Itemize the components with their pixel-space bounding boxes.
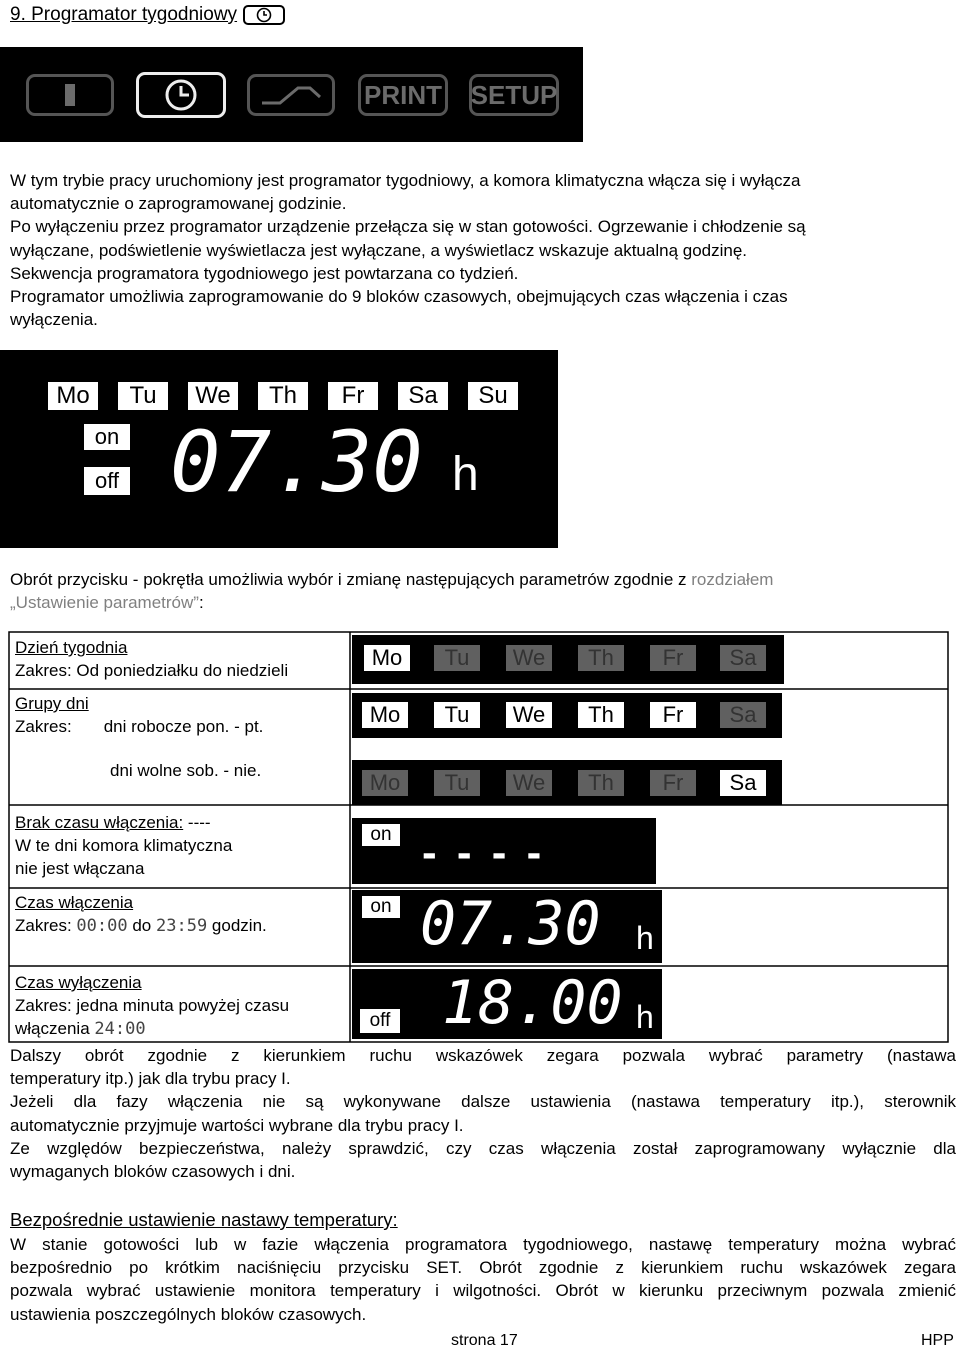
row-day-groups — [15, 692, 345, 782]
paragraph-line: Jeżeli dla fazy włączenia nie są wykonywane dalsze ustawienia (nastawa temperatury itp.), sterownik — [10, 1092, 956, 1112]
on-time-range-label: Zakres: — [15, 916, 72, 935]
day-fr: Fr — [328, 382, 378, 410]
day-th: Th — [578, 645, 624, 671]
day-th: Th — [578, 770, 624, 796]
day-mo: Mo — [362, 702, 408, 728]
on-label: on — [84, 424, 130, 450]
weekday-title: Dzień tygodnia — [15, 638, 128, 657]
off-time-desc: Zakres: jedna minuta powyżej czasu — [15, 996, 290, 1015]
off-time-digits: 18.00 — [442, 968, 623, 1038]
print-button[interactable]: PRINT — [358, 74, 448, 116]
day-we: We — [506, 645, 552, 671]
on-label: on — [362, 896, 400, 918]
dashes-digits: - - - - — [422, 828, 546, 877]
no-on-time-desc: W te dni komora klimatyczna — [15, 836, 233, 855]
paragraph-line: pozwala wybrać ustawienie monitora temperatury i wilgotności. Obrót w kierunku przeciwnym pozwala zmienić — [10, 1281, 956, 1301]
intro-line: W tym trybie pracy uruchomiony jest programator tygodniowy, a komora klimatyczna włącza się i wyłącza — [10, 171, 801, 190]
day-we: We — [506, 770, 552, 796]
intro-line: Po wyłączeniu przez programator urządzenie przełącza się w stan gotowości. Ogrzewanie i chłodzenie są — [10, 217, 806, 237]
day-we: We — [506, 702, 552, 728]
day-groups-label: Zakres: — [15, 717, 72, 736]
parameters-link[interactable]: rozdziałem — [691, 570, 774, 589]
day-tu: Tu — [118, 382, 168, 410]
paragraph-line: Ze względów bezpieczeństwa, należy sprawdzić, czy czas włączenia został zaprogramowany wyłącznie dla — [10, 1138, 956, 1158]
day-sa: Sa — [720, 770, 766, 796]
hour-unit: h — [636, 920, 654, 956]
day-fr: Fr — [650, 702, 696, 728]
on-time-digits: 07.30 — [420, 889, 601, 959]
day-we: We — [188, 382, 238, 410]
day-tu: Tu — [434, 702, 480, 728]
on-time-to: 23:59 — [156, 916, 208, 936]
no-on-time-title: Brak czasu włączenia: — [15, 813, 184, 832]
off-time-display — [352, 969, 662, 1039]
section-title-text: 9. Programator tygodniowy — [10, 4, 238, 25]
on-time-to-word: do — [132, 916, 152, 935]
on-time-display — [352, 890, 662, 963]
intro-line: wyłączenia. — [10, 310, 98, 330]
parameters-link[interactable]: „Ustawienie parametrów” — [10, 593, 199, 613]
day-tu: Tu — [434, 645, 480, 671]
day-sa: Sa — [720, 702, 766, 728]
day-th: Th — [578, 702, 624, 728]
intro-line: Programator umożliwia zaprogramowanie do 9 bloków czasowych, obejmujących czas włączenia i czas — [10, 287, 788, 307]
day-mo: Mo — [48, 382, 98, 410]
knob-text-colon: : — [198, 593, 204, 613]
row-no-on-time — [15, 811, 232, 880]
on-time-unit-word: godzin. — [211, 916, 267, 935]
day-tu: Tu — [434, 770, 480, 796]
day-mo: Mo — [364, 645, 410, 671]
knob-text-line: Obrót przycisku - pokrętła umożliwia wybór i zmianę następujących parametrów zgodnie z — [10, 570, 687, 589]
weekday-range: Zakres: Od poniedziałku do niedzieli — [15, 661, 289, 680]
day-su: Su — [468, 382, 518, 410]
on-time-title: Czas włączenia — [15, 893, 134, 912]
day-th: Th — [258, 382, 308, 410]
off-time-desc: włączenia — [15, 1019, 90, 1038]
no-on-time-display — [352, 818, 656, 884]
page-number: strona 17 — [451, 1332, 518, 1349]
hour-unit: h — [452, 448, 479, 501]
off-label: off — [360, 1009, 400, 1033]
day-mo: Mo — [362, 770, 408, 796]
day-sa: Sa — [720, 645, 766, 671]
on-time-from: 00:00 — [76, 916, 128, 936]
no-on-time-dashes: ---- — [187, 813, 211, 832]
intro-line: wyłączane, podświetlenie wyświetlacza jest wyłączane, a wyświetlacz wskazuje aktualną godzinę. — [10, 240, 748, 260]
paragraph-line: automatycznie przyjmuje wartości wybrane dla trybu pracy I. — [10, 1115, 464, 1135]
off-time-value: 24:00 — [94, 1019, 146, 1039]
weekday-display — [352, 635, 784, 684]
time-digits: 07.30 — [170, 413, 423, 511]
weekend-display — [352, 760, 782, 805]
footer-brand: HPP — [921, 1332, 954, 1349]
on-label: on — [362, 824, 400, 846]
paragraph-line: ustawienia poszczególnych bloków czasowych. — [10, 1304, 367, 1324]
setup-button[interactable]: SETUP — [469, 74, 559, 116]
paragraph-line: temperatury itp.) jak dla trybu pracy I. — [10, 1069, 291, 1089]
paragraph-line: W stanie gotowości lub w fazie włączenia programatora tygodniowego, nastawę temperatury można wybrać — [10, 1235, 956, 1254]
weekend-text: dni wolne sob. - nie. — [110, 761, 262, 780]
paragraph-line: wymaganych bloków czasowych i dni. — [10, 1162, 296, 1182]
body-paragraph — [10, 1044, 956, 1183]
workdays-text: dni robocze pon. - pt. — [103, 717, 264, 736]
row-weekday — [15, 636, 288, 682]
direct-setpoint-text — [10, 1233, 956, 1326]
day-fr: Fr — [650, 770, 696, 796]
paragraph-line: Dalszy obrót zgodnie z kierunkiem ruchu wskazówek zegara pozwala wybrać parametry (nastawa — [10, 1046, 956, 1065]
direct-setpoint-heading: Bezpośrednie ustawienie nastawy temperatury: — [10, 1209, 398, 1230]
intro-line: Sekwencja programatora tygodniowego jest powtarzana co tydzień. — [10, 263, 519, 283]
no-on-time-desc: nie jest włączana — [15, 859, 145, 878]
workdays-display — [352, 693, 782, 738]
day-fr: Fr — [650, 645, 696, 671]
hour-unit: h — [636, 999, 654, 1035]
day-sa: Sa — [398, 382, 448, 410]
day-groups-title: Grupy dni — [15, 694, 89, 713]
row-on-time — [15, 891, 267, 938]
paragraph-line: bezpośrednio po krótkim naciśnięciu przycisku SET. Obrót zgodnie z kierunkiem ruchu wskazówek zegara — [10, 1258, 956, 1278]
intro-line: automatycznie o zaprogramowanej godzinie. — [10, 194, 347, 214]
off-time-title: Czas wyłączenia — [15, 973, 142, 992]
row-off-time — [15, 971, 289, 1041]
off-label: off — [84, 467, 130, 495]
